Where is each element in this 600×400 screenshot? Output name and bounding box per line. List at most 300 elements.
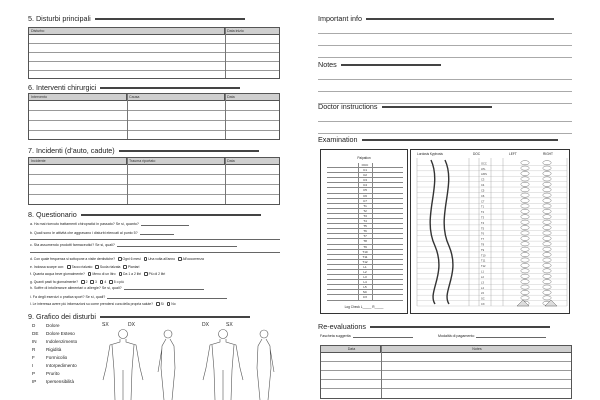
option-f-1[interactable] (88, 272, 116, 276)
vertebra-left-icon[interactable] (521, 253, 529, 257)
option-label: Plantari (127, 265, 140, 269)
question-h (30, 286, 204, 290)
vertebra-right-icon[interactable] (543, 269, 551, 273)
option-e-3[interactable] (123, 265, 139, 269)
doc-code: T8 (481, 243, 485, 247)
question-b-input[interactable] (140, 232, 174, 235)
doc-code: OCC (481, 162, 487, 166)
vertebra-label: C3 (359, 178, 373, 182)
col-header: Notes (472, 347, 482, 351)
vertebra-right-icon[interactable] (543, 258, 551, 262)
question-b (30, 231, 174, 235)
question-d-text: d. Con quale frequenza si sottopone a visite dentistiche? (30, 257, 116, 261)
symptom-legend (32, 322, 77, 386)
option-f-2[interactable] (119, 272, 142, 276)
section-6-label: 6. Interventi chirurgici (28, 83, 97, 92)
doc-code: ATL (481, 167, 486, 171)
checkbox[interactable] (178, 257, 182, 261)
palpation-line-right[interactable] (373, 229, 404, 233)
legend-code: I (32, 363, 34, 368)
doc-code: T3 (481, 216, 485, 220)
vertebra-right-icon[interactable] (543, 177, 551, 181)
palpation-line-left[interactable] (327, 173, 359, 177)
palpation-line-right[interactable] (373, 250, 404, 254)
col-header: Data (227, 95, 235, 99)
vertebra-label: C4 (359, 183, 373, 187)
vertebra-label: L1 (359, 265, 373, 269)
legend-code: DE (32, 331, 39, 336)
surgeries-table (28, 93, 280, 140)
payment-method-input[interactable] (476, 335, 546, 338)
option-label: 2 (85, 280, 88, 284)
important-info-lines[interactable] (318, 22, 572, 58)
table-row[interactable] (29, 111, 279, 121)
vertebra-left-icon[interactable] (521, 242, 529, 246)
option-d-1[interactable] (118, 257, 141, 261)
vertebra-left-icon[interactable] (521, 225, 529, 229)
table-row[interactable] (29, 53, 279, 62)
option-label: Ogni 6 mesi (122, 257, 141, 261)
checkbox[interactable] (81, 280, 85, 284)
vertebra-left-icon[interactable] (521, 285, 529, 289)
table-row[interactable] (29, 165, 279, 175)
front-sx-label: SX (102, 322, 109, 328)
palpation-line-right[interactable] (373, 275, 404, 279)
notes-label: Notes (318, 60, 337, 69)
vertebra-left-icon[interactable] (521, 198, 529, 202)
legend-label: Prurito (46, 371, 60, 376)
palpation-line-left[interactable] (327, 275, 359, 279)
vertebra-left-icon[interactable] (521, 231, 529, 235)
palpation-line-right[interactable] (373, 280, 404, 284)
palpation-line-left[interactable] (327, 255, 359, 259)
vertebra-right-icon[interactable] (543, 296, 551, 300)
vertebra-right-icon[interactable] (543, 161, 551, 165)
accidents-table (28, 157, 280, 205)
doctor-instructions-lines[interactable] (318, 110, 572, 134)
question-a-input[interactable] (141, 223, 189, 226)
palpation-line-right[interactable] (373, 224, 404, 228)
doc-code: T6 (481, 232, 485, 236)
vertebra-right-icon[interactable] (543, 188, 551, 192)
vertebra-right-icon[interactable] (543, 204, 551, 208)
legend-item (32, 362, 77, 370)
question-l (30, 302, 176, 306)
palpation-line-left[interactable] (327, 239, 359, 243)
doc-code: AXIS (481, 173, 487, 177)
right-label: RIGHT (543, 152, 553, 156)
option-g-1[interactable] (81, 280, 87, 284)
legend-label: Dolore (46, 323, 60, 328)
palpation-line-left[interactable] (327, 168, 359, 172)
palpation-line-right[interactable] (373, 178, 404, 182)
table-row[interactable] (29, 121, 279, 131)
palpation-line-left[interactable] (327, 229, 359, 233)
vertebra-label: T12 (359, 260, 373, 264)
table-header (29, 158, 279, 165)
vertebra-right-icon[interactable] (543, 171, 551, 175)
option-f-3[interactable] (144, 272, 165, 276)
spine-diagram-icon[interactable] (413, 156, 569, 312)
vertebra-label: C5 (359, 188, 373, 192)
table-row[interactable] (321, 380, 571, 389)
vertebra-right-icon[interactable] (543, 220, 551, 224)
option-l-yes[interactable] (156, 302, 164, 306)
option-label: No (171, 302, 176, 306)
vertebra-right-icon[interactable] (543, 166, 551, 170)
vertebra-label: T7 (359, 234, 373, 238)
palpation-line-right[interactable] (373, 219, 404, 223)
question-c-text: c. Sta assumendo prodotti farmaceutici? Se sì, quali? (30, 243, 115, 247)
checkbox[interactable] (88, 272, 92, 276)
palpation-line-left[interactable] (327, 270, 359, 274)
palpation-line-left[interactable] (327, 199, 359, 203)
option-label: All’occorrenza (182, 257, 204, 261)
vertebra-label: SC (359, 290, 373, 294)
section-8-label: 8. Questionario (28, 210, 77, 219)
vertebra-left-icon[interactable] (521, 188, 529, 192)
main-complaints-table (28, 27, 280, 79)
option-l-no[interactable] (167, 302, 176, 306)
doc-code: T7 (481, 238, 485, 242)
option-d-3[interactable] (178, 257, 204, 261)
vertebra-left-icon[interactable] (521, 220, 529, 224)
question-i (30, 295, 227, 299)
vertebra-left-icon[interactable] (521, 209, 529, 213)
palpation-line-right[interactable] (373, 188, 404, 192)
doc-code: CX (481, 303, 485, 306)
vertebra-left-icon[interactable] (521, 247, 529, 251)
checkbox[interactable] (118, 257, 122, 261)
section-7-label: 7. Incidenti (d’auto, cadute) (28, 146, 115, 155)
table-row[interactable] (321, 389, 571, 398)
table-row[interactable] (321, 371, 571, 380)
doc-code: T10 (481, 254, 486, 258)
vertebra-left-icon[interactable] (521, 161, 529, 165)
palpation-line-right[interactable] (373, 285, 404, 289)
doc-code: C6 (481, 194, 485, 198)
payment-method (438, 334, 546, 338)
palpation-line-right[interactable] (373, 163, 404, 167)
vertebra-right-icon[interactable] (543, 290, 551, 294)
legend-item (32, 378, 77, 386)
vertebra-left-icon[interactable] (521, 296, 529, 300)
legend-item (32, 370, 77, 378)
palpation-line-left[interactable] (327, 209, 359, 213)
palpation-line-left[interactable] (327, 250, 359, 254)
vertebra-left-icon[interactable] (521, 269, 529, 273)
col-divider (127, 94, 128, 139)
col-header: Data (227, 159, 235, 163)
table-row[interactable] (321, 362, 571, 371)
palpation-line-left[interactable] (327, 285, 359, 289)
palpation-line-left[interactable] (327, 219, 359, 223)
palpation-line-right[interactable] (373, 199, 404, 203)
palpation-line-right[interactable] (373, 265, 404, 269)
doc-code: T2 (481, 211, 485, 215)
section-6-title (28, 83, 240, 92)
checkbox[interactable] (109, 280, 113, 284)
vertebra-left-icon[interactable] (521, 204, 529, 208)
palpation-line-left[interactable] (327, 265, 359, 269)
option-g-2[interactable] (90, 280, 96, 284)
title-rule (100, 87, 240, 89)
question-a-text: a. Ha mai ricevuto trattamenti chiropratici in passato? Se sì, quanto? (30, 222, 139, 226)
legend-label: Intorpedimento (46, 363, 77, 368)
vertebra-right-icon[interactable] (543, 231, 551, 235)
vertebra-right-icon[interactable] (543, 247, 551, 251)
title-rule (382, 106, 492, 108)
palpation-line-right[interactable] (373, 295, 404, 299)
table-header (321, 346, 571, 353)
checkbox[interactable] (123, 265, 127, 269)
vertebra-right-icon[interactable] (543, 242, 551, 246)
vertebra-label: L4 (359, 280, 373, 284)
checkbox[interactable] (144, 272, 148, 276)
vertebra-right-icon[interactable] (543, 182, 551, 186)
legend-code: F (32, 355, 35, 360)
legend-item (32, 346, 77, 354)
doc-code: L1 (481, 270, 484, 274)
reevaluations-title (318, 322, 550, 331)
front-dx-label: DX (128, 322, 135, 328)
vertebra-left-icon[interactable] (521, 280, 529, 284)
vertebra-right-icon[interactable] (543, 274, 551, 278)
title-rule (341, 64, 441, 66)
palpation-line-left[interactable] (327, 194, 359, 198)
legend-code: R (32, 347, 36, 352)
palpation-line-right[interactable] (373, 168, 404, 172)
palpation-line-right[interactable] (373, 239, 404, 243)
vertebra-right-icon[interactable] (543, 236, 551, 240)
legend-code: D (32, 323, 36, 328)
vertebra-left-icon[interactable] (521, 193, 529, 197)
palpation-line-left[interactable] (327, 280, 359, 284)
palpation-line-left[interactable] (327, 204, 359, 208)
vertebra-left-icon[interactable] (521, 258, 529, 262)
vertebra-left-icon[interactable] (521, 290, 529, 294)
checkbox[interactable] (100, 280, 107, 284)
answer-line[interactable] (30, 239, 280, 240)
checkbox[interactable] (119, 272, 123, 276)
doc-label: DOC (473, 152, 481, 156)
checkbox[interactable] (156, 302, 160, 306)
table-header (29, 28, 279, 35)
table-header (29, 94, 279, 101)
table-row[interactable] (29, 62, 279, 71)
examination-title (318, 135, 558, 144)
question-c-input[interactable] (117, 244, 237, 247)
important-info-label: Important info (318, 14, 362, 23)
palpation-line-left[interactable] (327, 295, 359, 299)
payment-method-label: Modalità di pagamento (438, 334, 475, 338)
vertebra-label: C2 (359, 173, 373, 177)
vertebra-right-icon[interactable] (543, 193, 551, 197)
left-label: LEFT (509, 152, 517, 156)
checkbox[interactable] (67, 265, 71, 269)
option-e-2[interactable] (95, 265, 120, 269)
checkbox[interactable] (167, 302, 171, 306)
palpation-line-right[interactable] (373, 173, 404, 177)
palpation-line-right[interactable] (373, 194, 404, 198)
vertebra-label: T2 (359, 209, 373, 213)
question-l-text: l. Le interessa avere più informazioni su come prendersi cura della propria salute? (30, 302, 154, 306)
vertebra-right-icon[interactable] (543, 209, 551, 213)
vertebra-right-icon[interactable] (543, 280, 551, 284)
palpation-line-left[interactable] (327, 183, 359, 187)
vertebra-label: OCC (359, 163, 373, 167)
legend-label: Ipersensibilità (46, 379, 75, 384)
doc-code: C5 (481, 189, 485, 193)
question-i-input[interactable] (107, 296, 227, 299)
option-label: Tacco rialzato (71, 265, 93, 269)
checkbox[interactable] (95, 265, 99, 269)
doc-code: C4 (481, 184, 485, 188)
table-row[interactable] (29, 175, 279, 185)
vertebra-left-icon[interactable] (521, 274, 529, 278)
checkbox[interactable] (90, 280, 94, 284)
palpation-line-right[interactable] (373, 209, 404, 213)
suggested-schedule-label: Fascheta suggerita (320, 334, 351, 338)
vertebra-label: L5 (359, 285, 373, 289)
leg-check-label: Log Check L_____ R_____ (344, 305, 384, 309)
palpation-panel (320, 149, 408, 314)
option-label: 3 (94, 280, 97, 284)
question-e (30, 265, 139, 269)
table-row[interactable] (29, 44, 279, 53)
palpation-line-right[interactable] (373, 214, 404, 218)
palpation-line-left[interactable] (327, 290, 359, 294)
palpation-line-right[interactable] (373, 183, 404, 187)
doc-code: L4 (481, 286, 484, 290)
col-header: Data (321, 346, 381, 352)
legend-item (32, 330, 77, 338)
col-divider (381, 346, 382, 398)
doc-code: C3 (481, 178, 485, 182)
section-5-label: 5. Disturbi principali (28, 14, 91, 23)
vertebra-right-icon[interactable] (543, 253, 551, 257)
question-e-text: e. Indossa scarpe con: (30, 265, 65, 269)
palpation-line-left[interactable] (327, 163, 359, 167)
vertebra-left-icon[interactable] (521, 263, 529, 267)
col-divider (225, 94, 226, 139)
vertebra-left-icon[interactable] (521, 177, 529, 181)
question-g (30, 280, 124, 284)
palpation-line-left[interactable] (327, 188, 359, 192)
question-i-text: i. Fa degli esercizi o pratica sport? Se sì, quali? (30, 295, 106, 299)
palpation-line-left[interactable] (327, 214, 359, 218)
option-label: Sì (160, 302, 164, 306)
palpation-line-left[interactable] (327, 260, 359, 264)
vertebra-left-icon[interactable] (521, 182, 529, 186)
option-label: Una volta all’anno (148, 257, 176, 261)
col-divider (225, 158, 226, 204)
option-g-3[interactable] (100, 280, 106, 284)
checkbox[interactable] (144, 257, 148, 261)
table-row[interactable] (29, 101, 279, 111)
palpation-line-right[interactable] (373, 270, 404, 274)
reevaluations-label: Re-evaluations (318, 322, 366, 331)
option-label: Meno di un litro (92, 272, 116, 276)
reevaluations-table (320, 345, 572, 399)
palpation-line-right[interactable] (373, 255, 404, 259)
option-d-2[interactable] (144, 257, 175, 261)
suggested-schedule-input[interactable] (353, 335, 413, 338)
section-8-title (28, 210, 261, 219)
palpation-grid[interactable] (327, 163, 403, 301)
doc-code: T12 (481, 265, 486, 269)
vertebra-label: T11 (359, 255, 373, 259)
vertebra-right-icon[interactable] (543, 225, 551, 229)
palpation-line-left[interactable] (327, 234, 359, 238)
palpation-line-right[interactable] (373, 290, 404, 294)
palpation-line-left[interactable] (327, 178, 359, 182)
vertebra-right-icon[interactable] (543, 215, 551, 219)
palpation-line-left[interactable] (327, 245, 359, 249)
question-f (30, 272, 165, 276)
title-rule (100, 316, 250, 318)
doc-code: SC (481, 297, 485, 301)
vertebra-label: C1 (359, 168, 373, 172)
col-divider (127, 158, 128, 204)
title-rule (81, 214, 261, 216)
vertebra-right-icon[interactable] (543, 285, 551, 289)
vertebra-right-icon[interactable] (543, 263, 551, 267)
vertebra-label: T8 (359, 239, 373, 243)
col-header: Intervento (29, 94, 127, 100)
question-b-text: b. Quali sono le attività che aggravano i disturbi elencati al punto 5? (30, 231, 138, 235)
table-row[interactable] (321, 353, 571, 362)
col-header: Data inizio (227, 29, 244, 33)
vertebra-left-icon[interactable] (521, 171, 529, 175)
suggested-schedule (320, 334, 413, 338)
question-d (30, 257, 204, 261)
legend-code: IN (32, 339, 37, 344)
palpation-line-right[interactable] (373, 204, 404, 208)
col-header: Causa (127, 94, 225, 100)
option-label: 5 o più (113, 280, 124, 284)
doc-code: T9 (481, 248, 485, 252)
vertebra-right-icon[interactable] (543, 198, 551, 202)
question-h-text: h. Soffre di intolleranze alimentari o allergie? Se sì, quali? (30, 286, 122, 290)
palpation-line-right[interactable] (373, 245, 404, 249)
option-e-1[interactable] (67, 265, 92, 269)
vertebra-left-icon[interactable] (521, 236, 529, 240)
table-row[interactable] (29, 185, 279, 195)
body-chart-icon[interactable] (88, 328, 278, 400)
legend-code: IP (32, 379, 37, 384)
legend-label: Dolore Esteso (46, 331, 75, 336)
legend-label: Indolenzimento (46, 339, 78, 344)
title-rule (366, 18, 554, 20)
question-h-input[interactable] (124, 287, 204, 290)
palpation-line-left[interactable] (327, 224, 359, 228)
palpation-line-right[interactable] (373, 234, 404, 238)
palpation-row[interactable] (327, 295, 403, 300)
notes-lines[interactable] (318, 68, 572, 104)
question-a (30, 222, 189, 226)
answer-line[interactable] (30, 252, 280, 253)
vertebra-label: T9 (359, 245, 373, 249)
vertebra-left-icon[interactable] (521, 166, 529, 170)
vertebra-left-icon[interactable] (521, 215, 529, 219)
table-row[interactable] (29, 35, 279, 44)
back-sx-label: SX (226, 322, 233, 328)
title-rule (370, 326, 550, 328)
option-g-4[interactable] (109, 280, 124, 284)
legend-label: Rigidità (46, 347, 62, 352)
palpation-line-right[interactable] (373, 260, 404, 264)
